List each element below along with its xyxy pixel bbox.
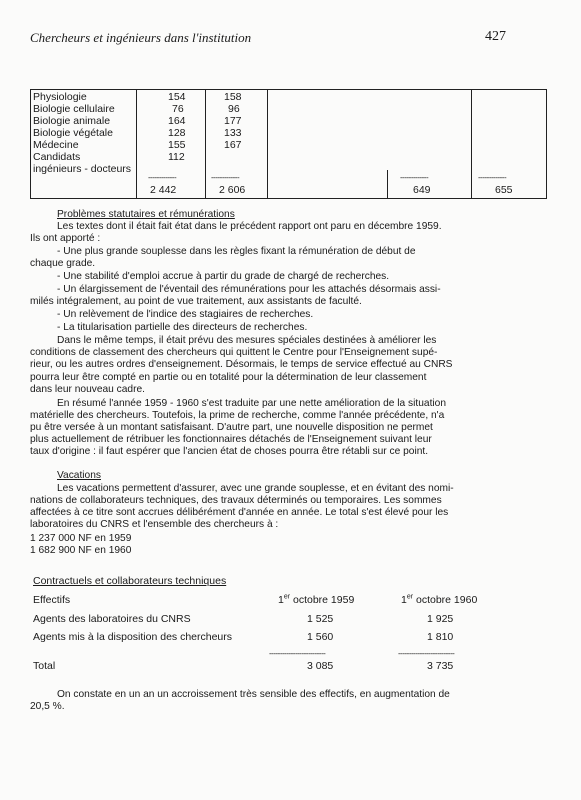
table-bottom-border: [30, 198, 546, 199]
table-row-label: Physiologie: [33, 91, 87, 103]
table-row-label: Biologie cellulaire: [33, 103, 115, 115]
table-border: [546, 89, 547, 199]
amount-line: 1 682 900 NF en 1960: [30, 545, 132, 556]
table-row-label: Candidats: [33, 151, 81, 163]
table-border: [205, 89, 206, 199]
column-header: 1er octobre 1959: [278, 593, 355, 606]
paragraph-line: affectées à ce titre sont accrues délibérément d'année en année. Le total s'est élevé pour les: [30, 507, 449, 518]
paragraph-line: dans leur nouveau cadre.: [30, 384, 145, 395]
table-row-label: Biologie végétale: [33, 127, 113, 139]
amount-line: 1 237 000 NF en 1959: [30, 533, 132, 544]
paragraph-line: - Un relèvement de l'indice des stagiaires de recherches.: [57, 309, 314, 320]
paragraph-line: Ils ont apporté :: [30, 233, 101, 244]
paragraph-line: matérielle des chercheurs. Toutefois, la prime de recherche, comme l'année précédente, n'a: [30, 410, 445, 421]
table-cell: 158: [224, 91, 242, 103]
column-label: Effectifs: [33, 594, 71, 606]
page-number: 427: [485, 29, 506, 44]
paragraph-line: 20,5 %.: [30, 701, 65, 712]
table-total: 3 735: [427, 660, 454, 672]
running-header: Chercheurs et ingénieurs dans l'institution: [30, 30, 252, 45]
paragraph-line: - Une stabilité d'emploi accrue à partir du grade de chargé de recherches.: [57, 271, 390, 282]
table-total: 2 606: [219, 184, 246, 196]
dash-separator: -------------: [400, 173, 429, 182]
table-cell: 1 810: [427, 631, 454, 643]
table-total: 3 085: [307, 660, 334, 672]
paragraph-line: On constate en un an un accroissement très sensible des effectifs, en augmentation de: [57, 689, 450, 700]
table-cell: 164: [168, 115, 186, 127]
paragraph-line: - Une plus grande souplesse dans les règles fixant la rémunération de début de: [57, 246, 416, 257]
table-border: [136, 89, 137, 199]
paragraph-line: taux d'origine : il faut espérer que l'ancien état de choses pourra être rétabli sur ce point.: [30, 446, 429, 457]
table-cell: 112: [168, 151, 185, 163]
table-cell: 1 925: [427, 613, 454, 625]
table-cell: 167: [224, 139, 242, 151]
dash-separator: --------------------------: [398, 649, 455, 658]
table-row-label: Biologie animale: [33, 115, 111, 127]
paragraph-line: pu être versée à un montant satisfaisant. D'autre part, une nouvelle disposition ne permet: [30, 422, 433, 433]
table-border: [30, 89, 31, 199]
table-border: [267, 89, 268, 199]
dash-separator: -------------: [148, 173, 177, 182]
table-cell: 155: [168, 139, 186, 151]
dash-separator: -------------: [211, 173, 240, 182]
paragraph-line: pourra leur être compté en partie ou en totalité pour la détermination de leur classement: [30, 372, 427, 383]
table-cell: 1 560: [307, 631, 334, 643]
paragraph-line: rieur, ou les autres ordres d'enseignement. Désormais, le temps de service effectué au CNRS: [30, 359, 453, 370]
paragraph-line: nations de collaborateurs techniques, des travaux déterminés ou temporaires. Les sommes: [30, 495, 442, 506]
column-header: 1er octobre 1960: [401, 593, 478, 606]
paragraph-line: Les vacations permettent d'assurer, avec une grande souplesse, et en évitant des nomi-: [57, 483, 454, 494]
table-total: 2 442: [150, 184, 177, 196]
paragraph-line: milés intégralement, au point de vue traitement, aux assistants de faculté.: [30, 296, 362, 307]
section-heading: Contractuels et collaborateurs techniques: [33, 575, 227, 587]
paragraph-line: - Un élargissement de l'éventail des rémunérations pour les attachés désormais assi-: [57, 284, 441, 295]
table-row-label: Agents mis à la disposition des chercheurs: [33, 631, 233, 643]
table-cell: 96: [228, 103, 240, 115]
paragraph-line: conditions de classement des chercheurs qui quittent le Centre pour l'Enseignement supé-: [30, 347, 438, 358]
dash-separator: -------------: [478, 173, 507, 182]
section-heading: Problèmes statutaires et rémunérations: [57, 209, 235, 220]
paragraph-line: chaque grade.: [30, 258, 96, 269]
paragraph-line: - La titularisation partielle des directeurs de recherches.: [57, 322, 308, 333]
table-top-border: [30, 89, 546, 90]
dash-separator: --------------------------: [269, 649, 326, 658]
table-total: 649: [413, 184, 431, 196]
paragraph-line: plus actuellement de rétribuer les fonctionnaires détachés de l'Enseignement suivant leur: [30, 434, 432, 445]
table-row-label: Médecine: [33, 139, 79, 151]
table-row-label: ingénieurs - docteurs: [33, 163, 132, 175]
paragraph-line: En résumé l'année 1959 - 1960 s'est traduite par une nette amélioration de la situation: [57, 398, 447, 409]
table-total: 655: [495, 184, 513, 196]
section-heading: Vacations: [57, 470, 101, 481]
paragraph-line: Dans le même temps, il était prévu des mesures spéciales destinées à améliorer les: [57, 335, 437, 346]
table-cell: 177: [224, 115, 242, 127]
table-cell: 1 525: [307, 613, 334, 625]
table-border: [387, 170, 388, 199]
table-cell: 128: [168, 127, 186, 139]
total-label: Total: [33, 660, 56, 672]
table-border: [471, 89, 472, 199]
paragraph-line: laboratoires du CNRS et l'ensemble des chercheurs à :: [30, 519, 279, 530]
table-cell: 133: [224, 127, 242, 139]
paragraph-line: Les textes dont il était fait état dans le précédent rapport ont paru en décembre 1959.: [57, 221, 442, 232]
table-cell: 154: [168, 91, 186, 103]
table-cell: 76: [172, 103, 184, 115]
table-row-label: Agents des laboratoires du CNRS: [33, 613, 191, 625]
